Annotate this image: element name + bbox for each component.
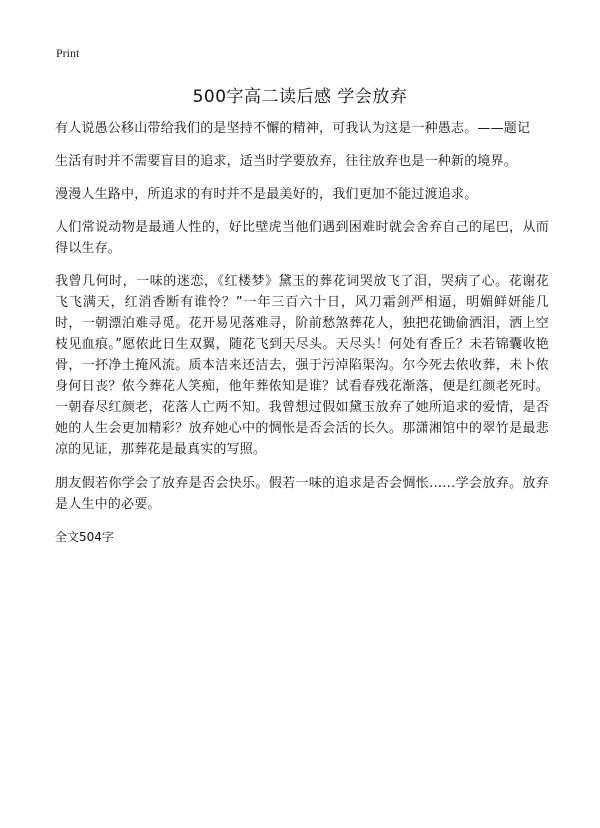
paragraph-5: 我曾几何时，一味的迷恋，《红楼梦》黛玉的葬花词哭放飞了泪，哭病了心。花谢花飞飞满天，红消香断有谁怜？”一年三百六十日，风刀霜剑严相逼，明媚鲜妍能几时，一朝漂泊难寻觅。花开易见落难寻，阶前愁煞葬花人，独把花锄偷洒泪，洒上空枝见血痕。”愿侬此日生双翼，随花飞到天尽头。天尽头！何处有香丘？未若锦囊收艳骨，一抔净土掩风流。质本洁来还洁去，强于污淖陷渠沟。尔今死去侬收葬，未卜侬身何日丧？侬今葬花人笑痴，他年葬侬知是谁？试看春残花渐落，便是红颜老死时。一朝春尽红颜老，花落人亡两不知。我曾想过假如黛玉放弃了她所追求的爱情，是否她的人生会更加精彩？放弃她心中的惆怅是否会活的长久。那潇湘馆中的翠竹是最悲凉的见证，那葬花是最真实的写照。	[55, 274, 549, 457]
paragraph-2: 生活有时并不需要盲目的追求，适当时学要放弃，往往放弃也是一种新的境界。	[55, 154, 518, 169]
article-body	[55, 118, 549, 547]
paragraph-4: 人们常说动物是最通人性的，好比壁虎当他们遇到困难时就会舍弃自己的尾巴，从而得以生存。	[55, 220, 549, 256]
paragraph-1: 有人说愚公移山带给我们的是坚持不懈的精神，可我认为这是一种愚志。——题记	[55, 121, 531, 136]
paragraph-3: 漫漫人生路中，所追求的有时并不是最美好的，我们更加不能过渡追求。	[55, 187, 478, 202]
article-title: 500字高二读后感 学会放弃	[192, 87, 408, 107]
word-count: 全文504字	[55, 530, 114, 544]
print-label: Print	[56, 46, 80, 60]
paragraph-6: 朋友假若你学会了放弃是否会快乐。假若一味的追求是否会惆怅……学会放弃。放弃是人生中的必要。	[55, 476, 549, 512]
